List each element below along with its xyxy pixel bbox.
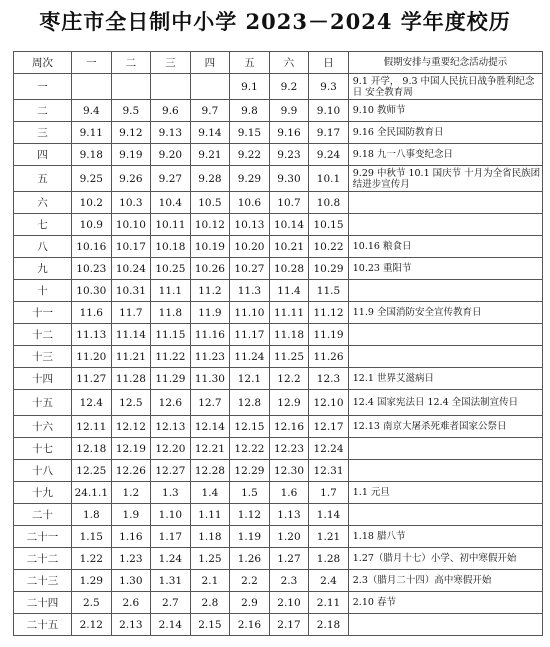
- date-cell-fri: 11.10: [230, 302, 270, 324]
- date-cell-tue: 11.28: [111, 368, 151, 390]
- date-cell-tue: 10.10: [111, 214, 151, 236]
- date-cell-sat: 1.20: [269, 526, 309, 548]
- date-cell-sun: 9.17: [309, 122, 349, 144]
- date-cell-thu: 10.26: [190, 258, 230, 280]
- date-cell-sat: 12.2: [269, 368, 309, 390]
- date-cell-mon: 2.12: [72, 614, 112, 636]
- week-number: 八: [14, 236, 72, 258]
- date-cell-sat: 2.17: [269, 614, 309, 636]
- date-cell-tue: 10.31: [111, 280, 151, 302]
- date-cell-wed: 11.29: [151, 368, 191, 390]
- date-cell-sat: 12.16: [269, 416, 309, 438]
- header-week: 周次: [14, 52, 72, 74]
- table-row: [14, 482, 543, 504]
- date-cell-fri: 11.17: [230, 324, 270, 346]
- date-cell-thu: 1.11: [190, 504, 230, 526]
- date-cell-sun: 10.15: [309, 214, 349, 236]
- event-note: 12.13 南京大屠杀死难者国家公祭日: [348, 416, 542, 438]
- date-cell-mon: 1.15: [72, 526, 112, 548]
- date-cell-sat: 11.4: [269, 280, 309, 302]
- date-cell-wed: 1.24: [151, 548, 191, 570]
- table-row: [14, 526, 543, 548]
- week-number: 二十: [14, 504, 72, 526]
- table-row: [14, 390, 543, 416]
- table-row: [14, 144, 543, 166]
- date-cell-thu: 2.1: [190, 570, 230, 592]
- date-cell-tue: 12.26: [111, 460, 151, 482]
- table-row: [14, 548, 543, 570]
- event-note: [348, 324, 542, 346]
- week-number: 五: [14, 166, 72, 192]
- date-cell-thu: 11.30: [190, 368, 230, 390]
- date-cell-wed: 10.18: [151, 236, 191, 258]
- week-number: 二: [14, 100, 72, 122]
- date-cell-sun: 11.19: [309, 324, 349, 346]
- week-number: 十: [14, 280, 72, 302]
- event-note: 10.23 重阳节: [348, 258, 542, 280]
- date-cell-mon: 10.23: [72, 258, 112, 280]
- date-cell-thu: 12.14: [190, 416, 230, 438]
- table-row: [14, 570, 543, 592]
- date-cell-wed: 11.22: [151, 346, 191, 368]
- event-note: 9.16 全民国防教育日: [348, 122, 542, 144]
- date-cell-sun: 10.8: [309, 192, 349, 214]
- date-cell-mon: 10.30: [72, 280, 112, 302]
- date-cell-wed: 11.8: [151, 302, 191, 324]
- week-number: 二十三: [14, 570, 72, 592]
- date-cell-sat: 10.7: [269, 192, 309, 214]
- date-cell-fri: 10.13: [230, 214, 270, 236]
- date-cell-sat: 9.2: [269, 74, 309, 100]
- week-number: 十一: [14, 302, 72, 324]
- date-cell-wed: 10.25: [151, 258, 191, 280]
- date-cell-sun: 9.24: [309, 144, 349, 166]
- week-number: 十九: [14, 482, 72, 504]
- date-cell-sat: 1.6: [269, 482, 309, 504]
- date-cell-mon: 9.4: [72, 100, 112, 122]
- date-cell-tue: 11.21: [111, 346, 151, 368]
- date-cell-sun: 12.10: [309, 390, 349, 416]
- date-cell-wed: 1.10: [151, 504, 191, 526]
- date-cell-fri: 9.15: [230, 122, 270, 144]
- table-row: [14, 100, 543, 122]
- event-note: [348, 504, 542, 526]
- date-cell-wed: 12.20: [151, 438, 191, 460]
- event-note: 9.10 教师节: [348, 100, 542, 122]
- date-cell-wed: 9.20: [151, 144, 191, 166]
- week-number: 十五: [14, 390, 72, 416]
- date-cell-mon: 12.11: [72, 416, 112, 438]
- date-cell-tue: 1.23: [111, 548, 151, 570]
- date-cell-tue: 11.7: [111, 302, 151, 324]
- event-note: [348, 614, 542, 636]
- table-row: [14, 166, 543, 192]
- date-cell-sat: 9.30: [269, 166, 309, 192]
- date-cell-mon: 10.2: [72, 192, 112, 214]
- date-cell-sat: 9.16: [269, 122, 309, 144]
- date-cell-sat: 9.9: [269, 100, 309, 122]
- date-cell-sat: 12.23: [269, 438, 309, 460]
- date-cell-wed: 12.6: [151, 390, 191, 416]
- table-row: [14, 346, 543, 368]
- event-note: [348, 346, 542, 368]
- date-cell-sat: 9.23: [269, 144, 309, 166]
- table-row: [14, 214, 543, 236]
- event-note: 11.9 全国消防安全宣传教育日: [348, 302, 542, 324]
- date-cell-wed: 1.31: [151, 570, 191, 592]
- week-number: 七: [14, 214, 72, 236]
- date-cell-sun: 1.7: [309, 482, 349, 504]
- event-note: 1.27（腊月十七）小学、初中寒假开始: [348, 548, 542, 570]
- date-cell-fri: 12.8: [230, 390, 270, 416]
- event-note: 9.1 开学， 9.3 中国人民抗日战争胜利纪念日 安全教育周: [348, 74, 542, 100]
- date-cell-fri: 9.22: [230, 144, 270, 166]
- table-row: [14, 438, 543, 460]
- date-cell-tue: 9.26: [111, 166, 151, 192]
- date-cell-sun: 9.10: [309, 100, 349, 122]
- date-cell-sun: 10.1: [309, 166, 349, 192]
- date-cell-thu: 11.23: [190, 346, 230, 368]
- date-cell-tue: 9.12: [111, 122, 151, 144]
- date-cell-sun: 2.11: [309, 592, 349, 614]
- header-wed: 三: [151, 52, 191, 74]
- date-cell-fri: 2.2: [230, 570, 270, 592]
- date-cell-fri: 9.8: [230, 100, 270, 122]
- date-cell-sat: 10.21: [269, 236, 309, 258]
- event-note: [348, 280, 542, 302]
- date-cell-thu: 11.16: [190, 324, 230, 346]
- table-row: [14, 122, 543, 144]
- date-cell-tue: 10.24: [111, 258, 151, 280]
- date-cell-sat: 2.10: [269, 592, 309, 614]
- table-row: [14, 460, 543, 482]
- week-number: 十七: [14, 438, 72, 460]
- date-cell-wed: 9.27: [151, 166, 191, 192]
- date-cell-sun: 1.14: [309, 504, 349, 526]
- date-cell-mon: 9.11: [72, 122, 112, 144]
- date-cell-wed: 12.27: [151, 460, 191, 482]
- date-cell-sat: 11.18: [269, 324, 309, 346]
- date-cell-sun: 2.4: [309, 570, 349, 592]
- date-cell-thu: 9.14: [190, 122, 230, 144]
- week-number: 十二: [14, 324, 72, 346]
- date-cell-thu: 10.19: [190, 236, 230, 258]
- date-cell-sun: 10.29: [309, 258, 349, 280]
- date-cell-sun: 11.5: [309, 280, 349, 302]
- date-cell-sat: 1.13: [269, 504, 309, 526]
- header-row: [14, 52, 543, 74]
- event-note: 9.29 中秋节 10.1 国庆节 十月为全省民族团结进步宣传月: [348, 166, 542, 192]
- date-cell-tue: 1.16: [111, 526, 151, 548]
- date-cell-thu: 2.15: [190, 614, 230, 636]
- date-cell-mon: 1.22: [72, 548, 112, 570]
- table-row: [14, 192, 543, 214]
- date-cell-thu: 12.21: [190, 438, 230, 460]
- week-number: 十八: [14, 460, 72, 482]
- date-cell-wed: 10.4: [151, 192, 191, 214]
- date-cell-sun: 1.21: [309, 526, 349, 548]
- date-cell-tue: 12.19: [111, 438, 151, 460]
- event-note: 1.18 腊八节: [348, 526, 542, 548]
- header-tue: 二: [111, 52, 151, 74]
- week-number: 三: [14, 122, 72, 144]
- date-cell-fri: 10.20: [230, 236, 270, 258]
- event-note: 10.16 粮食日: [348, 236, 542, 258]
- event-note: [348, 438, 542, 460]
- table-row: [14, 592, 543, 614]
- date-cell-wed: 11.1: [151, 280, 191, 302]
- table-row: [14, 368, 543, 390]
- date-cell-fri: 2.9: [230, 592, 270, 614]
- date-cell-sun: 9.3: [309, 74, 349, 100]
- date-cell-fri: 1.5: [230, 482, 270, 504]
- date-cell-thu: 1.18: [190, 526, 230, 548]
- date-cell-sat: 12.9: [269, 390, 309, 416]
- date-cell-fri: 9.1: [230, 74, 270, 100]
- date-cell-wed: 1.3: [151, 482, 191, 504]
- event-note: 12.1 世界艾滋病日: [348, 368, 542, 390]
- date-cell-mon: 10.16: [72, 236, 112, 258]
- date-cell-mon: 9.18: [72, 144, 112, 166]
- event-note: [348, 214, 542, 236]
- event-note: 2.3（腊月二十四）高中寒假开始: [348, 570, 542, 592]
- event-note: 2.10 春节: [348, 592, 542, 614]
- date-cell-wed: 2.14: [151, 614, 191, 636]
- date-cell-mon: 12.25: [72, 460, 112, 482]
- date-cell-sat: 10.28: [269, 258, 309, 280]
- date-cell-mon: 12.4: [72, 390, 112, 416]
- date-cell-thu: [190, 74, 230, 100]
- date-cell-sun: 12.31: [309, 460, 349, 482]
- date-cell-sun: 11.12: [309, 302, 349, 324]
- date-cell-tue: 12.5: [111, 390, 151, 416]
- date-cell-sat: 1.27: [269, 548, 309, 570]
- date-cell-mon: 11.27: [72, 368, 112, 390]
- date-cell-thu: 1.25: [190, 548, 230, 570]
- table-row: [14, 614, 543, 636]
- header-fri: 五: [230, 52, 270, 74]
- date-cell-mon: 12.18: [72, 438, 112, 460]
- table-row: [14, 236, 543, 258]
- date-cell-mon: 1.8: [72, 504, 112, 526]
- date-cell-tue: [111, 74, 151, 100]
- header-sat: 六: [269, 52, 309, 74]
- date-cell-tue: 1.30: [111, 570, 151, 592]
- date-cell-tue: 1.9: [111, 504, 151, 526]
- event-note: [348, 192, 542, 214]
- date-cell-fri: 1.19: [230, 526, 270, 548]
- event-note: 12.4 国家宪法日 12.4 全国法制宣传日: [348, 390, 542, 416]
- header-sun: 日: [309, 52, 349, 74]
- event-note: 9.18 九一八事变纪念日: [348, 144, 542, 166]
- calendar-body: [14, 74, 543, 636]
- date-cell-sat: 11.11: [269, 302, 309, 324]
- date-cell-tue: 12.12: [111, 416, 151, 438]
- date-cell-thu: 9.21: [190, 144, 230, 166]
- table-row: [14, 504, 543, 526]
- date-cell-mon: 1.29: [72, 570, 112, 592]
- school-calendar-table: [13, 51, 543, 636]
- date-cell-sat: 2.3: [269, 570, 309, 592]
- week-number: 六: [14, 192, 72, 214]
- date-cell-tue: 1.2: [111, 482, 151, 504]
- date-cell-wed: 10.11: [151, 214, 191, 236]
- date-cell-sun: 11.26: [309, 346, 349, 368]
- date-cell-fri: 1.26: [230, 548, 270, 570]
- date-cell-fri: 9.29: [230, 166, 270, 192]
- date-cell-mon: 9.25: [72, 166, 112, 192]
- date-cell-thu: 12.28: [190, 460, 230, 482]
- table-row: [14, 280, 543, 302]
- date-cell-mon: 24.1.1: [72, 482, 112, 504]
- date-cell-mon: 11.13: [72, 324, 112, 346]
- date-cell-fri: 11.24: [230, 346, 270, 368]
- date-cell-thu: 10.12: [190, 214, 230, 236]
- table-row: [14, 324, 543, 346]
- date-cell-fri: 10.6: [230, 192, 270, 214]
- event-note: 1.1 元旦: [348, 482, 542, 504]
- date-cell-thu: 9.7: [190, 100, 230, 122]
- date-cell-mon: 11.6: [72, 302, 112, 324]
- date-cell-thu: 11.2: [190, 280, 230, 302]
- date-cell-fri: 12.15: [230, 416, 270, 438]
- date-cell-sat: 12.30: [269, 460, 309, 482]
- date-cell-thu: 10.5: [190, 192, 230, 214]
- date-cell-sun: 12.3: [309, 368, 349, 390]
- date-cell-fri: 12.22: [230, 438, 270, 460]
- week-number: 十三: [14, 346, 72, 368]
- date-cell-sun: 12.24: [309, 438, 349, 460]
- date-cell-fri: 1.12: [230, 504, 270, 526]
- date-cell-fri: 10.27: [230, 258, 270, 280]
- week-number: 九: [14, 258, 72, 280]
- table-row: [14, 302, 543, 324]
- week-number: 一: [14, 74, 72, 100]
- date-cell-sun: 2.18: [309, 614, 349, 636]
- header-notes: 假期安排与重要纪念活动提示: [348, 52, 542, 74]
- date-cell-fri: 12.1: [230, 368, 270, 390]
- date-cell-wed: 9.13: [151, 122, 191, 144]
- week-number: 十四: [14, 368, 72, 390]
- header-mon: 一: [72, 52, 112, 74]
- date-cell-tue: 10.3: [111, 192, 151, 214]
- date-cell-wed: 9.6: [151, 100, 191, 122]
- date-cell-fri: 2.16: [230, 614, 270, 636]
- date-cell-tue: 10.17: [111, 236, 151, 258]
- week-number: 四: [14, 144, 72, 166]
- date-cell-wed: [151, 74, 191, 100]
- date-cell-thu: 9.28: [190, 166, 230, 192]
- table-row: [14, 416, 543, 438]
- date-cell-tue: 11.14: [111, 324, 151, 346]
- date-cell-mon: 10.9: [72, 214, 112, 236]
- date-cell-sun: 12.17: [309, 416, 349, 438]
- date-cell-tue: 9.19: [111, 144, 151, 166]
- date-cell-fri: 11.3: [230, 280, 270, 302]
- week-number: 二十一: [14, 526, 72, 548]
- date-cell-wed: 2.7: [151, 592, 191, 614]
- date-cell-wed: 1.17: [151, 526, 191, 548]
- week-number: 二十五: [14, 614, 72, 636]
- date-cell-wed: 11.15: [151, 324, 191, 346]
- date-cell-tue: 2.13: [111, 614, 151, 636]
- date-cell-mon: [72, 74, 112, 100]
- event-note: [348, 460, 542, 482]
- date-cell-mon: 11.20: [72, 346, 112, 368]
- date-cell-tue: 2.6: [111, 592, 151, 614]
- week-number: 十六: [14, 416, 72, 438]
- date-cell-thu: 11.9: [190, 302, 230, 324]
- week-number: 二十二: [14, 548, 72, 570]
- date-cell-sat: 11.25: [269, 346, 309, 368]
- header-thu: 四: [190, 52, 230, 74]
- table-row: [14, 74, 543, 100]
- date-cell-sat: 10.14: [269, 214, 309, 236]
- date-cell-thu: 2.8: [190, 592, 230, 614]
- week-number: 二十四: [14, 592, 72, 614]
- date-cell-fri: 12.29: [230, 460, 270, 482]
- date-cell-sun: 1.28: [309, 548, 349, 570]
- date-cell-sun: 10.22: [309, 236, 349, 258]
- date-cell-thu: 1.4: [190, 482, 230, 504]
- date-cell-thu: 12.7: [190, 390, 230, 416]
- date-cell-tue: 9.5: [111, 100, 151, 122]
- date-cell-mon: 2.5: [72, 592, 112, 614]
- page-title: 枣庄市全日制中小学 2023－2024 学年度校历: [39, 9, 511, 34]
- table-row: [14, 258, 543, 280]
- date-cell-wed: 12.13: [151, 416, 191, 438]
